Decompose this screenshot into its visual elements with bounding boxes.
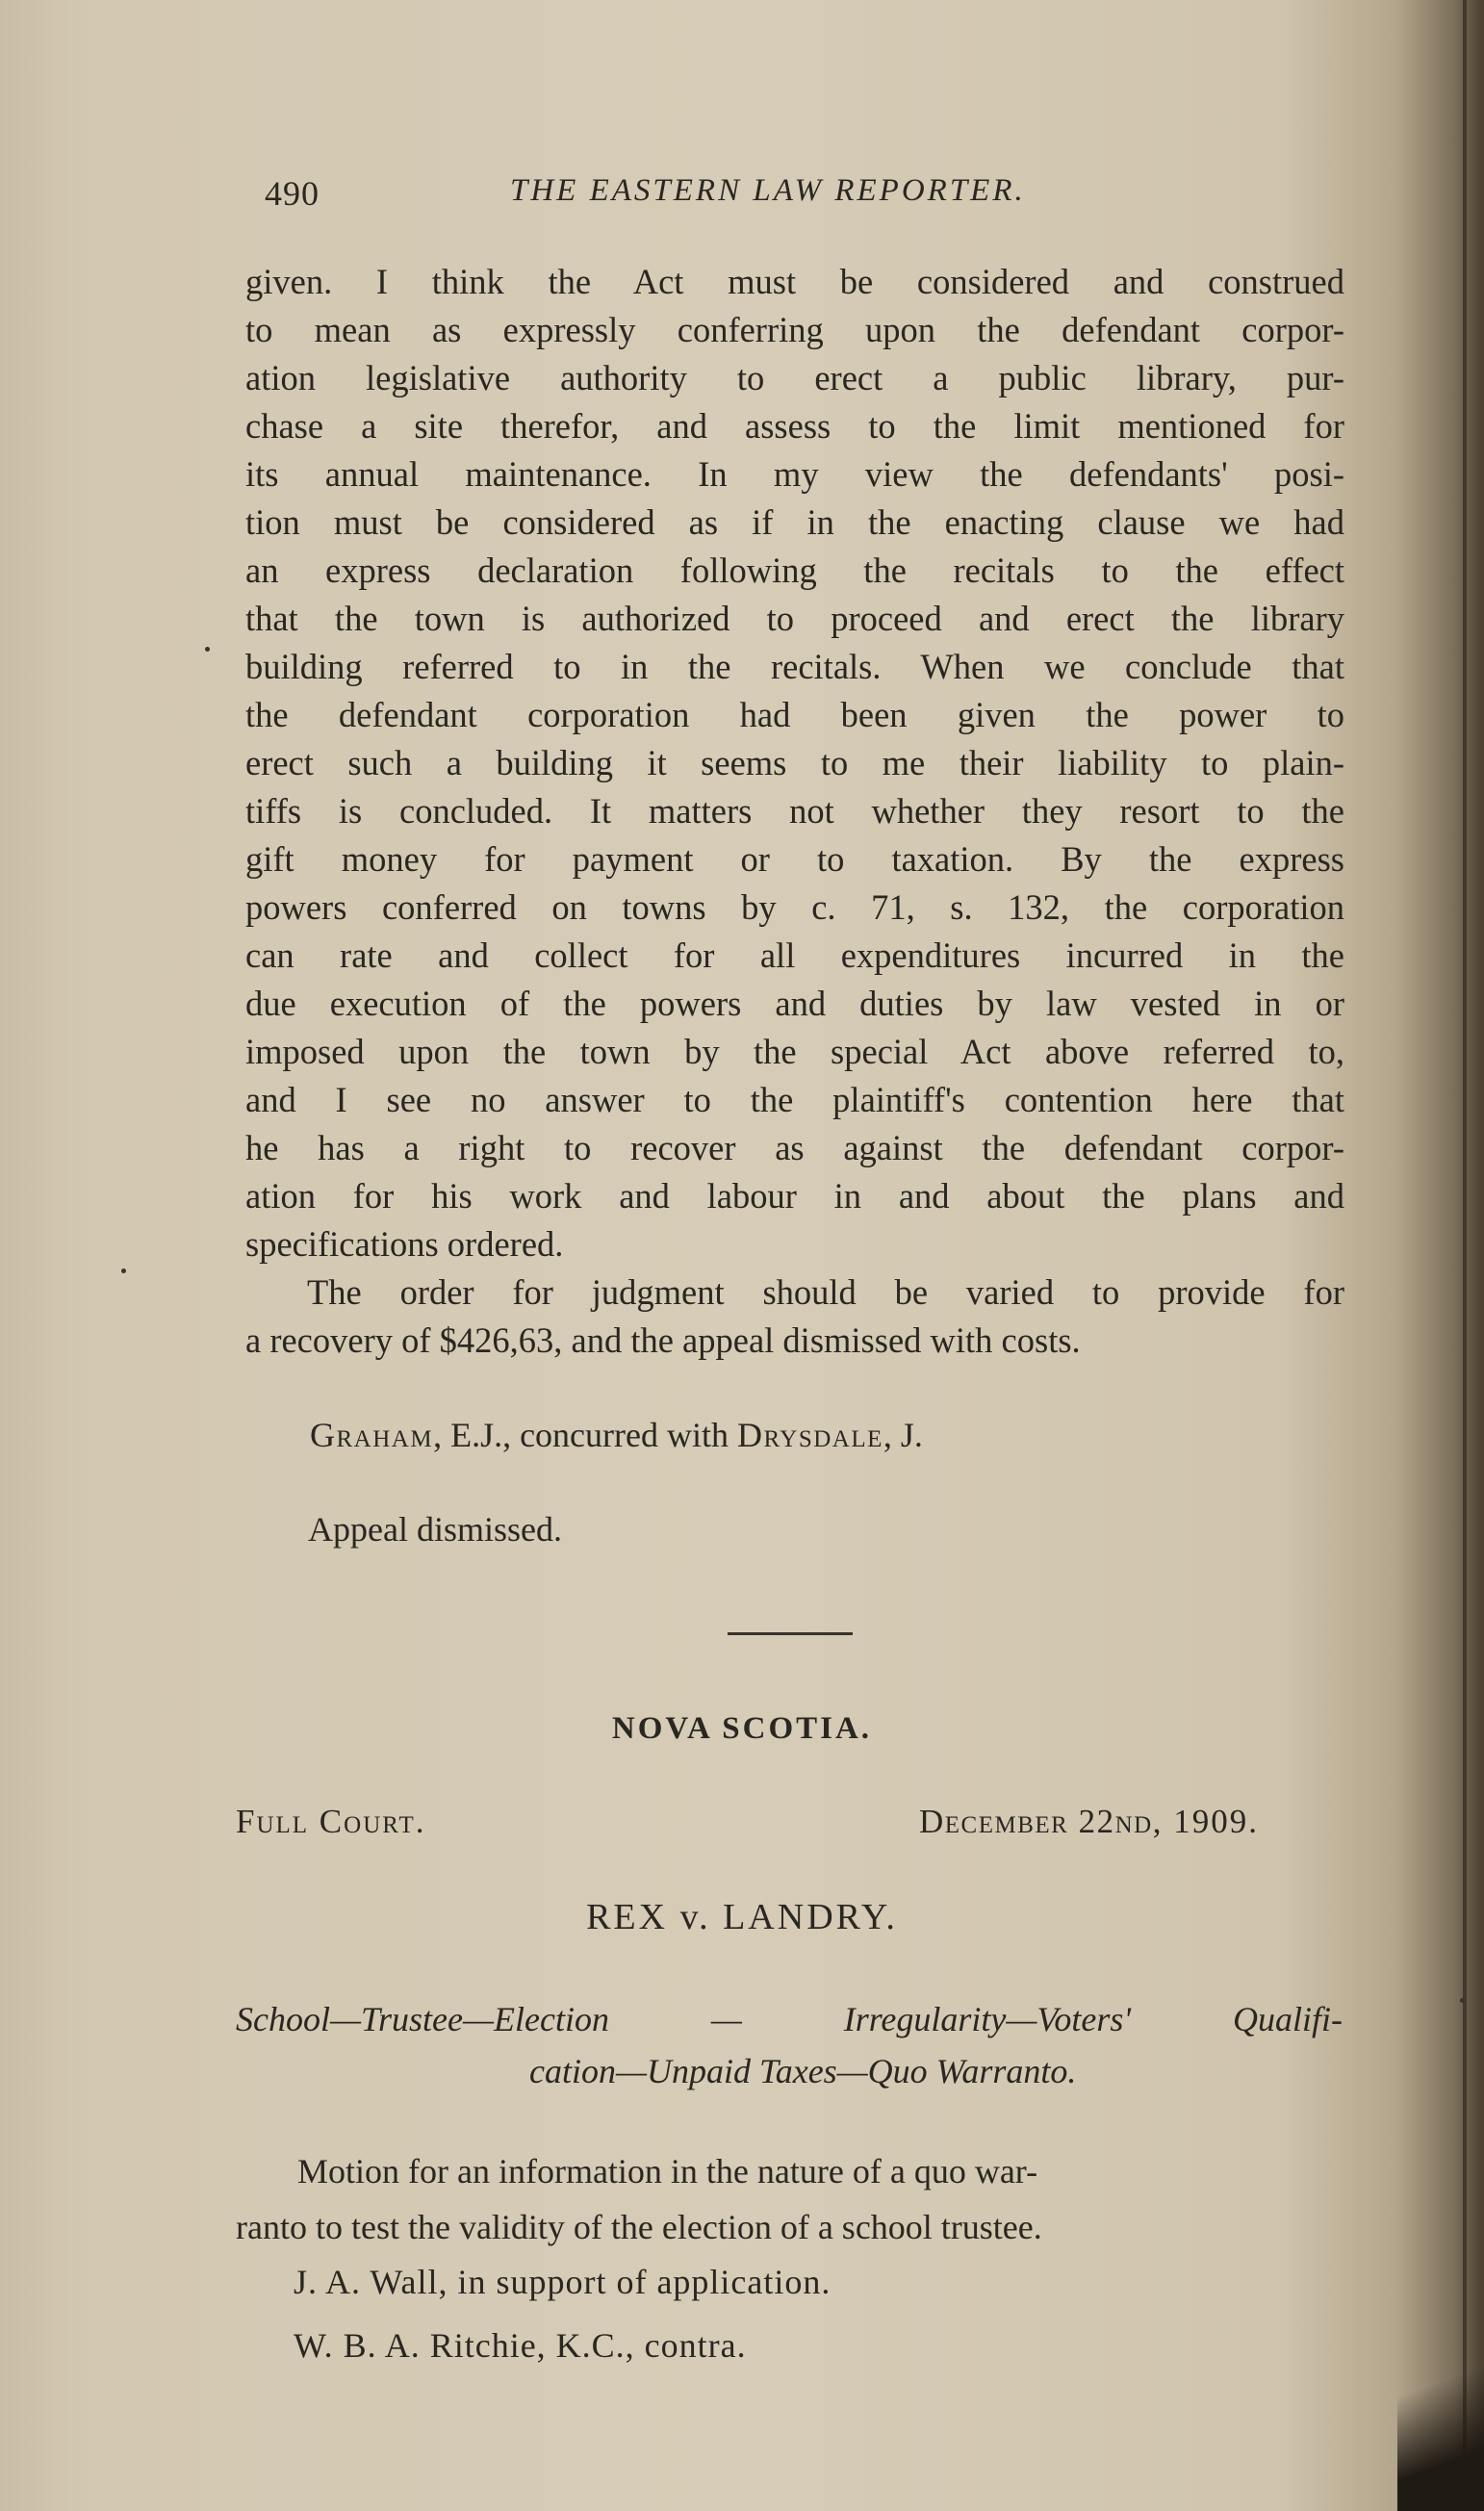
page-binding-edge	[1463, 0, 1467, 2511]
text-line: given. I think the Act must be considered and construed	[245, 262, 1344, 301]
text-line: gift money for payment or to taxation. By the express	[245, 839, 1344, 879]
text-line: to mean as expressly conferring upon the defendant corpor-	[245, 310, 1344, 349]
motion-text	[236, 2143, 1347, 2255]
catchwords-line: cation—Unpaid Taxes—Quo Warranto.	[529, 2052, 1077, 2090]
judgment-text	[245, 258, 1344, 1365]
case-title: REX v. LANDRY.	[586, 1897, 898, 1937]
decision-date	[919, 1803, 1259, 1841]
running-header	[265, 173, 1131, 221]
concurrence-note	[310, 1415, 923, 1455]
text-line: the defendant corporation had been given the power to	[245, 695, 1344, 734]
counsel-for-applicant: J. A. Wall, in support of application.	[294, 2263, 832, 2301]
date-year: , 1909.	[1152, 1803, 1259, 1840]
text-line: due execution of the powers and duties by law vested in or	[245, 984, 1344, 1023]
text-line: he has a right to recover as against the defendant corpor-	[245, 1128, 1344, 1167]
catchwords-line: School—Trustee—Election — Irregularity—Voters' Qualifi-	[236, 2000, 1343, 2038]
text-line: erect such a building it seems to me their liability to plain-	[245, 743, 1344, 782]
text-line: specifications ordered.	[245, 1224, 564, 1264]
date-month-day: December 22nd	[919, 1803, 1153, 1840]
text-line: that the town is authorized to proceed and erect the library	[245, 599, 1344, 638]
order-line: a recovery of $426,63, and the appeal dismissed with costs.	[245, 1320, 1081, 1360]
ink-speck	[121, 1268, 126, 1273]
text-line: an express declaration following the recitals to the effect	[245, 551, 1344, 590]
ink-speck	[1460, 1998, 1465, 2003]
section-divider	[728, 1632, 853, 1635]
text-line: tion must be considered as if in the enacting clause we had	[245, 502, 1344, 542]
text-line: can rate and collect for all expenditures incurred in the	[245, 935, 1344, 975]
text-line: ation legislative authority to erect a public library, pur-	[245, 358, 1344, 397]
catchwords	[236, 1993, 1343, 2097]
page-corner-shadow	[1397, 2299, 1484, 2511]
counsel-contra: W. B. A. Ritchie, K.C., contra.	[294, 2326, 747, 2365]
court-name: Full Court.	[236, 1803, 426, 1840]
judge-name: Graham	[310, 1416, 434, 1454]
page-number: 490	[265, 174, 320, 213]
province-heading: NOVA SCOTIA.	[611, 1711, 873, 1746]
disposition: Appeal dismissed.	[308, 1510, 562, 1549]
judge-title: , J.	[883, 1416, 923, 1454]
text-line: and I see no answer to the plaintiff's contention here that	[245, 1080, 1344, 1119]
motion-line: ranto to test the validity of the election of a school trustee.	[236, 2208, 1042, 2246]
running-title: THE EASTERN LAW REPORTER.	[510, 173, 1026, 208]
motion-line: Motion for an information in the nature of a quo war-	[297, 2152, 1038, 2191]
ink-speck	[205, 647, 210, 652]
text-line: chase a site therefor, and assess to the limit mentioned for	[245, 406, 1344, 446]
judge-name: Drysdale	[737, 1416, 883, 1454]
concurrence-text: , E.J., concurred with	[433, 1416, 737, 1454]
text-line: ation for his work and labour in and about the plans and	[245, 1176, 1344, 1216]
text-line: tiffs is concluded. It matters not whether they resort to the	[245, 791, 1344, 831]
text-line: its annual maintenance. In my view the defendants' posi-	[245, 454, 1344, 494]
text-line: imposed upon the town by the special Act above referred to,	[245, 1032, 1344, 1071]
text-line: powers conferred on towns by c. 71, s. 132, the corporation	[245, 887, 1344, 927]
text-line: building referred to in the recitals. When we conclude that	[245, 647, 1344, 686]
order-line: The order for judgment should be varied to provide for	[307, 1272, 1344, 1312]
